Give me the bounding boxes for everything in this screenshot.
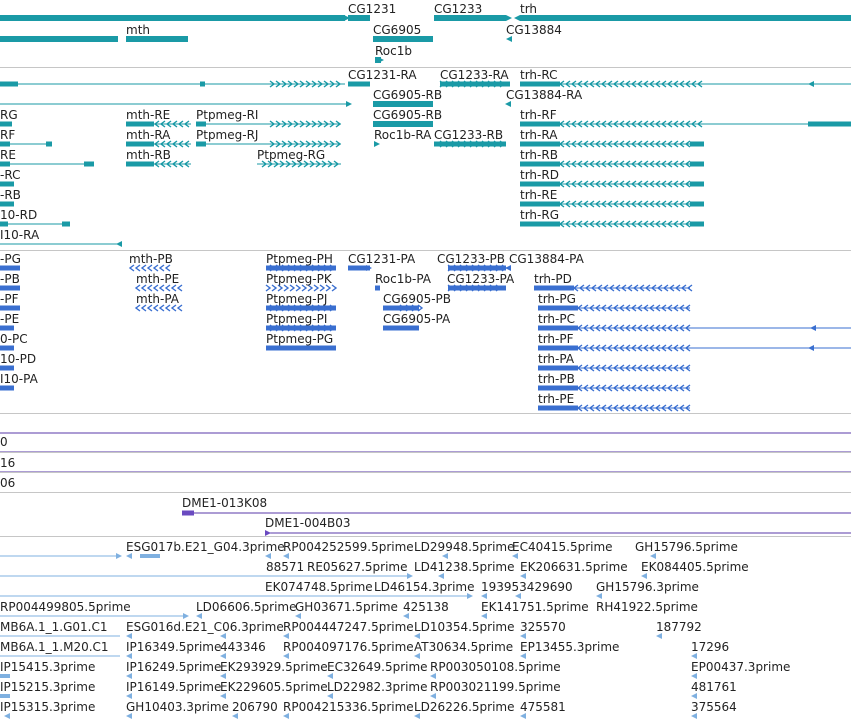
est-label[interactable]: EK084405.5prime: [641, 560, 749, 574]
transcript-label[interactable]: trh-RG: [520, 208, 559, 222]
est-label[interactable]: RP004097176.5prime: [283, 640, 414, 654]
est-label[interactable]: LD29948.5prime: [414, 540, 515, 554]
est-label[interactable]: IP16149.5prime: [126, 680, 222, 694]
est-label[interactable]: LD41238.5prime: [414, 560, 515, 574]
sequence-label[interactable]: 0: [0, 435, 8, 449]
cds-label[interactable]: Roc1b-PA: [375, 272, 431, 286]
exon-block: [690, 142, 704, 147]
transcript-label[interactable]: trh-RF: [520, 108, 557, 122]
cds-label[interactable]: CG6905-PB: [383, 292, 452, 306]
est-label[interactable]: 425138: [403, 600, 449, 614]
cds-label[interactable]: 0-PC: [0, 332, 28, 346]
est-label[interactable]: EP13455.3prime: [520, 640, 620, 654]
est-label[interactable]: MB6A.1_1.G01.C1: [0, 620, 108, 634]
transcript-label[interactable]: Ptpmeg-RI: [196, 108, 259, 122]
clone-block: [182, 511, 194, 516]
transcript-label[interactable]: RE: [0, 148, 16, 162]
est-label[interactable]: EK206631.5prime: [520, 560, 628, 574]
est-label[interactable]: GH03671.5prime: [295, 600, 398, 614]
transcript-label[interactable]: 10-RD: [0, 208, 38, 222]
exon-block: [84, 162, 94, 167]
feature-end-icon: [506, 15, 512, 21]
est-label[interactable]: RP004447247.5prime: [283, 620, 414, 634]
exon-block: [0, 386, 14, 391]
gene-block: [520, 15, 851, 21]
cds-label[interactable]: -PB: [0, 272, 20, 286]
transcript-label[interactable]: CG6905-RB: [373, 108, 443, 122]
exon-block: [0, 82, 18, 87]
feature-end-icon: [346, 101, 352, 107]
cds-label[interactable]: Ptpmeg-PG: [266, 332, 334, 346]
transcript-label[interactable]: Ptpmeg-RG: [257, 148, 326, 162]
est-label[interactable]: EK293929.5prime: [220, 660, 328, 674]
exon-block: [0, 306, 20, 311]
transcript-label[interactable]: trh-RE: [520, 188, 558, 202]
feature-end-icon: [808, 81, 814, 87]
gene-label[interactable]: trh: [520, 2, 538, 16]
exon-block: [200, 82, 205, 87]
est-label[interactable]: 206790: [232, 700, 278, 714]
exon-block: [196, 122, 206, 127]
est-label[interactable]: RP004215336.5prime: [283, 700, 414, 714]
est-label[interactable]: 375564: [691, 700, 737, 714]
est-label[interactable]: RE05627.5prime: [307, 560, 408, 574]
clone-label[interactable]: DME1-013K08: [182, 496, 268, 510]
feature-end-icon: [810, 325, 816, 331]
transcript-label[interactable]: -RC: [0, 168, 21, 182]
cds-label[interactable]: -PE: [0, 312, 20, 326]
est-label[interactable]: 193953429690: [481, 580, 573, 594]
cds-label[interactable]: mth-PE: [136, 272, 180, 286]
gene-block: [0, 36, 118, 42]
exon-block: [0, 266, 20, 271]
est-label[interactable]: ESG016d.E21_C06.3prime: [126, 620, 284, 634]
cds-label[interactable]: I10-PA: [0, 372, 38, 386]
exon-block: [0, 162, 10, 167]
cds-label[interactable]: trh-PF: [538, 332, 574, 346]
exon-block: [538, 366, 578, 371]
cds-label[interactable]: CG13884-PA: [509, 252, 584, 266]
exon-block: [196, 142, 206, 147]
track-separator: [0, 492, 851, 493]
gene-label[interactable]: CG1233: [434, 2, 483, 16]
exon-block: [520, 82, 560, 87]
transcript-label[interactable]: mth-RB: [126, 148, 171, 162]
exon-block: [520, 142, 560, 147]
est-label[interactable]: IP15315.3prime: [0, 700, 96, 714]
exon-block: [348, 82, 370, 87]
feature-end-icon: [116, 553, 122, 559]
exon-arrow-icon: [332, 285, 336, 291]
cds-label[interactable]: mth-PB: [129, 252, 173, 266]
est-label[interactable]: 17296: [691, 640, 730, 654]
est-block: [0, 674, 10, 678]
exon-block: [808, 122, 851, 127]
est-label[interactable]: IP15215.3prime: [0, 680, 96, 694]
est-label[interactable]: IP15415.3prime: [0, 660, 96, 674]
est-label[interactable]: GH15796.3prime: [596, 580, 699, 594]
cds-label[interactable]: trh-PB: [538, 372, 575, 386]
transcript-label[interactable]: -RB: [0, 188, 21, 202]
exon-block: [690, 162, 704, 167]
cds-label[interactable]: trh-PC: [538, 312, 575, 326]
est-label[interactable]: EC40415.5prime: [512, 540, 613, 554]
transcript-label[interactable]: CG13884-RA: [506, 88, 583, 102]
exon-block: [520, 202, 560, 207]
est-label[interactable]: 443346: [220, 640, 266, 654]
cds-label[interactable]: 10-PD: [0, 352, 37, 366]
exon-block: [690, 222, 704, 227]
est-label[interactable]: EC32649.5prime: [327, 660, 428, 674]
track-separator: [0, 413, 851, 414]
est-label[interactable]: LD06606.5prime: [196, 600, 297, 614]
cds-label[interactable]: CG6905-PA: [383, 312, 451, 326]
est-label[interactable]: EK074748.5prime: [265, 580, 373, 594]
exon-block: [266, 346, 336, 351]
est-label[interactable]: EK229605.5prime: [220, 680, 328, 694]
est-label[interactable]: 88571: [266, 560, 305, 574]
exon-block: [538, 406, 578, 411]
gene-label[interactable]: mth: [126, 23, 150, 37]
transcript-label[interactable]: CG1231-RA: [348, 68, 417, 82]
exon-block: [0, 182, 14, 187]
feature-end-icon: [407, 573, 413, 579]
gene-label[interactable]: CG6905: [373, 23, 422, 37]
cds-label[interactable]: CG1233-PA: [447, 272, 515, 286]
est-label[interactable]: 325570: [520, 620, 566, 634]
est-label[interactable]: 187792: [656, 620, 702, 634]
exon-block: [62, 222, 70, 227]
transcript-label[interactable]: CG1233-RA: [440, 68, 509, 82]
est-label[interactable]: GH15796.5prime: [635, 540, 738, 554]
transcript-label[interactable]: mth-RE: [126, 108, 171, 122]
cds-label[interactable]: Ptpmeg-PJ: [266, 292, 328, 306]
cds-label[interactable]: Ptpmeg-PH: [266, 252, 333, 266]
exon-block: [534, 286, 574, 291]
transcript-label[interactable]: mth-RA: [126, 128, 171, 142]
exon-block: [0, 142, 10, 147]
est-label[interactable]: LD46154.3prime: [374, 580, 475, 594]
transcript-label[interactable]: trh-RA: [520, 128, 558, 142]
est-label[interactable]: IP16249.5prime: [126, 660, 222, 674]
gene-label[interactable]: CG1231: [348, 2, 397, 16]
cds-label[interactable]: CG1233-PB: [437, 252, 506, 266]
clone-label[interactable]: DME1-004B03: [265, 516, 351, 530]
est-label[interactable]: EP00437.3prime: [691, 660, 791, 674]
exon-block: [538, 386, 578, 391]
cds-label[interactable]: trh-PG: [538, 292, 576, 306]
exon-block: [126, 142, 154, 147]
exon-block: [538, 346, 578, 351]
transcript-label[interactable]: CG6905-RB: [373, 88, 443, 102]
exon-block: [520, 122, 560, 127]
exon-block: [126, 162, 154, 167]
cds-label[interactable]: -PF: [0, 292, 19, 306]
est-label[interactable]: MB6A.1_1.M20.C1: [0, 640, 109, 654]
exon-block: [375, 286, 380, 291]
track-separator: [0, 452, 851, 453]
exon-block: [383, 326, 419, 331]
cds-label[interactable]: CG1231-PA: [348, 252, 416, 266]
exon-block: [538, 326, 578, 331]
exon-block: [520, 182, 560, 187]
gene-label[interactable]: CG13884: [506, 23, 562, 37]
est-label[interactable]: RH41922.5prime: [596, 600, 698, 614]
est-label[interactable]: 481761: [691, 680, 737, 694]
feature-end-icon: [808, 345, 814, 351]
est-label[interactable]: RP004252599.5prime: [283, 540, 414, 554]
track-separator: [0, 67, 851, 68]
est-label[interactable]: GH10403.3prime: [126, 700, 229, 714]
exon-block: [0, 286, 20, 291]
exon-block: [538, 306, 578, 311]
est-block: [0, 694, 10, 698]
transcript-label[interactable]: Ptpmeg-RJ: [196, 128, 259, 142]
est-label[interactable]: RP003021199.5prime: [430, 680, 561, 694]
cds-label[interactable]: -PG: [0, 252, 21, 266]
cds-label[interactable]: Ptpmeg-PI: [266, 312, 328, 326]
cds-label[interactable]: trh-PA: [538, 352, 575, 366]
transcript-label[interactable]: I10-RA: [0, 228, 40, 242]
transcript-label[interactable]: CG1233-RB: [434, 128, 504, 142]
transcript-label[interactable]: RG: [0, 108, 18, 122]
gene-label[interactable]: Roc1b: [375, 44, 412, 58]
exon-block: [0, 346, 14, 351]
transcript-label[interactable]: RF: [0, 128, 16, 142]
sequence-label[interactable]: 06: [0, 476, 16, 490]
exon-block: [126, 122, 154, 127]
cds-label[interactable]: Ptpmeg-PK: [266, 272, 332, 286]
est-label[interactable]: LD22982.3prime: [327, 680, 428, 694]
est-label[interactable]: RP003050108.5prime: [430, 660, 561, 674]
est-label[interactable]: LD10354.5prime: [414, 620, 515, 634]
cds-label[interactable]: mth-PA: [136, 292, 180, 306]
exon-block: [520, 222, 560, 227]
exon-block: [690, 202, 704, 207]
transcript-label[interactable]: trh-RB: [520, 148, 558, 162]
est-label[interactable]: 475581: [520, 700, 566, 714]
gene-block: [0, 15, 345, 21]
feature-end-icon: [116, 241, 122, 247]
est-label[interactable]: RP004499805.5prime: [0, 600, 131, 614]
est-label[interactable]: IP16349.5prime: [126, 640, 222, 654]
feature-end-icon: [183, 613, 189, 619]
est-label[interactable]: AT30634.5prime: [414, 640, 514, 654]
transcript-label[interactable]: trh-RD: [520, 168, 559, 182]
cds-label[interactable]: trh-PE: [538, 392, 575, 406]
exon-block: [690, 182, 704, 187]
track-separator: [0, 472, 851, 473]
track-separator: [0, 250, 851, 251]
exon-block: [0, 366, 14, 371]
exon-block: [0, 122, 12, 127]
est-label[interactable]: LD26226.5prime: [414, 700, 515, 714]
transcript-label[interactable]: trh-RC: [520, 68, 558, 82]
exon-block: [46, 142, 52, 147]
sequence-label[interactable]: 16: [0, 456, 16, 470]
transcript-label[interactable]: Roc1b-RA: [374, 128, 432, 142]
est-label[interactable]: EK141751.5prime: [481, 600, 589, 614]
est-block: [140, 554, 160, 558]
exon-block: [520, 162, 560, 167]
exon-block: [0, 202, 14, 207]
track-separator: [0, 536, 851, 537]
exon-block: [0, 222, 8, 227]
cds-label[interactable]: trh-PD: [534, 272, 572, 286]
est-label[interactable]: ESG017b.E21_G04.3prime: [126, 540, 285, 554]
exon-block: [0, 326, 14, 331]
